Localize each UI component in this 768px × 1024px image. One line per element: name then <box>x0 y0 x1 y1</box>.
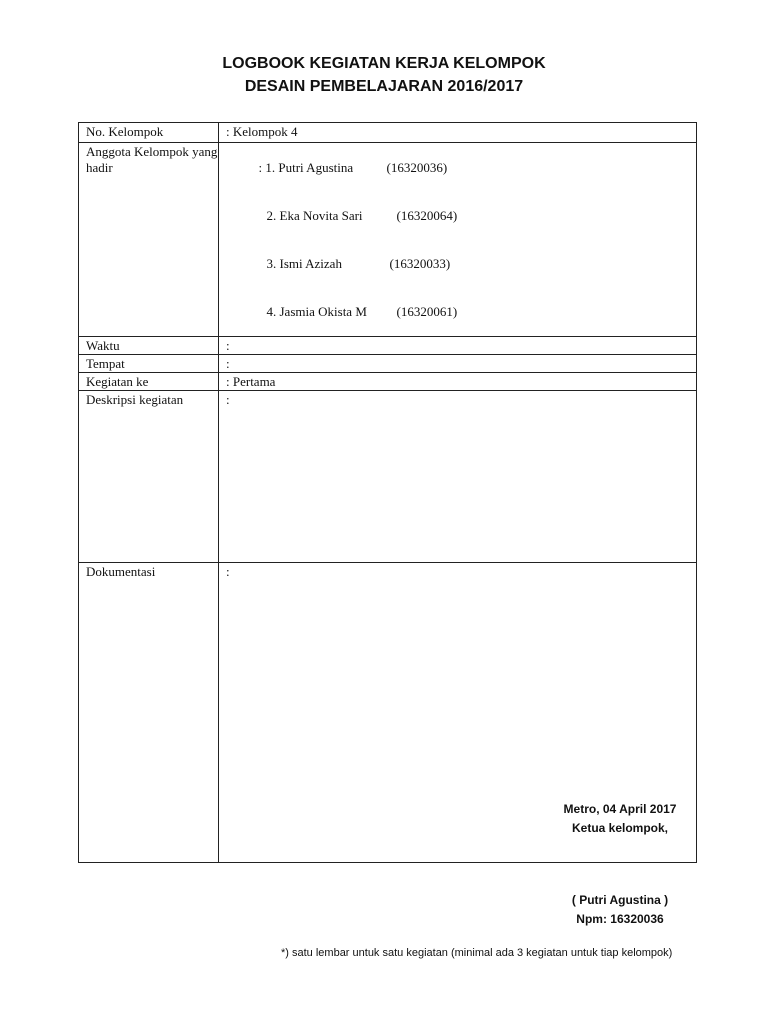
member-item <box>226 288 696 336</box>
label-kegiatan: Kegiatan ke <box>79 373 219 391</box>
value-dokumentasi: : <box>219 563 697 863</box>
value-waktu: : <box>219 337 697 355</box>
value-tempat: : <box>219 355 697 373</box>
signature-name: ( Putri Agustina ) <box>571 893 669 907</box>
label-waktu: Waktu <box>79 337 219 355</box>
label-tempat: Tempat <box>79 355 219 373</box>
member-name: 2. Eka Novita Sari <box>266 208 363 223</box>
member-item <box>226 240 696 288</box>
member-list <box>226 144 696 336</box>
member-item <box>226 192 696 240</box>
signature-place-date: Metro, 04 April 2017 <box>563 802 677 816</box>
label-dokumentasi: Dokumentasi <box>79 563 219 863</box>
row-tempat <box>79 355 697 373</box>
member-item <box>226 144 696 192</box>
signature-npm: Npm: 16320036 <box>576 912 664 926</box>
member-npm: (16320061) <box>396 304 458 319</box>
member-npm: (16320036) <box>386 160 448 175</box>
label-deskripsi: Deskripsi kegiatan <box>79 391 219 563</box>
label-anggota: Anggota Kelompok yang hadir <box>79 143 219 337</box>
logbook-table <box>78 122 697 863</box>
row-dokumentasi <box>79 563 697 863</box>
value-anggota <box>219 143 697 337</box>
member-name: 4. Jasmia Okista M <box>266 304 367 319</box>
row-waktu <box>79 337 697 355</box>
member-name: : 1. Putri Agustina <box>258 160 354 175</box>
value-kegiatan: : Pertama <box>219 373 697 391</box>
value-kelompok: : Kelompok 4 <box>219 123 697 143</box>
value-deskripsi: : <box>219 391 697 563</box>
label-kelompok: No. Kelompok <box>79 123 219 143</box>
document-subtitle: DESAIN PEMBELAJARAN 2016/2017 <box>244 78 524 95</box>
document-title: LOGBOOK KEGIATAN KERJA KELOMPOK <box>222 55 546 72</box>
member-npm: (16320064) <box>396 208 458 223</box>
row-kelompok <box>79 123 697 143</box>
row-deskripsi <box>79 391 697 563</box>
row-kegiatan <box>79 373 697 391</box>
signature-role: Ketua kelompok, <box>571 821 669 835</box>
member-name: 3. Ismi Azizah <box>266 256 342 271</box>
footnote: *) satu lembar untuk satu kegiatan (minimal ada 3 kegiatan untuk tiap kelompok) <box>281 947 673 959</box>
member-npm: (16320033) <box>389 256 451 271</box>
row-anggota <box>79 143 697 337</box>
